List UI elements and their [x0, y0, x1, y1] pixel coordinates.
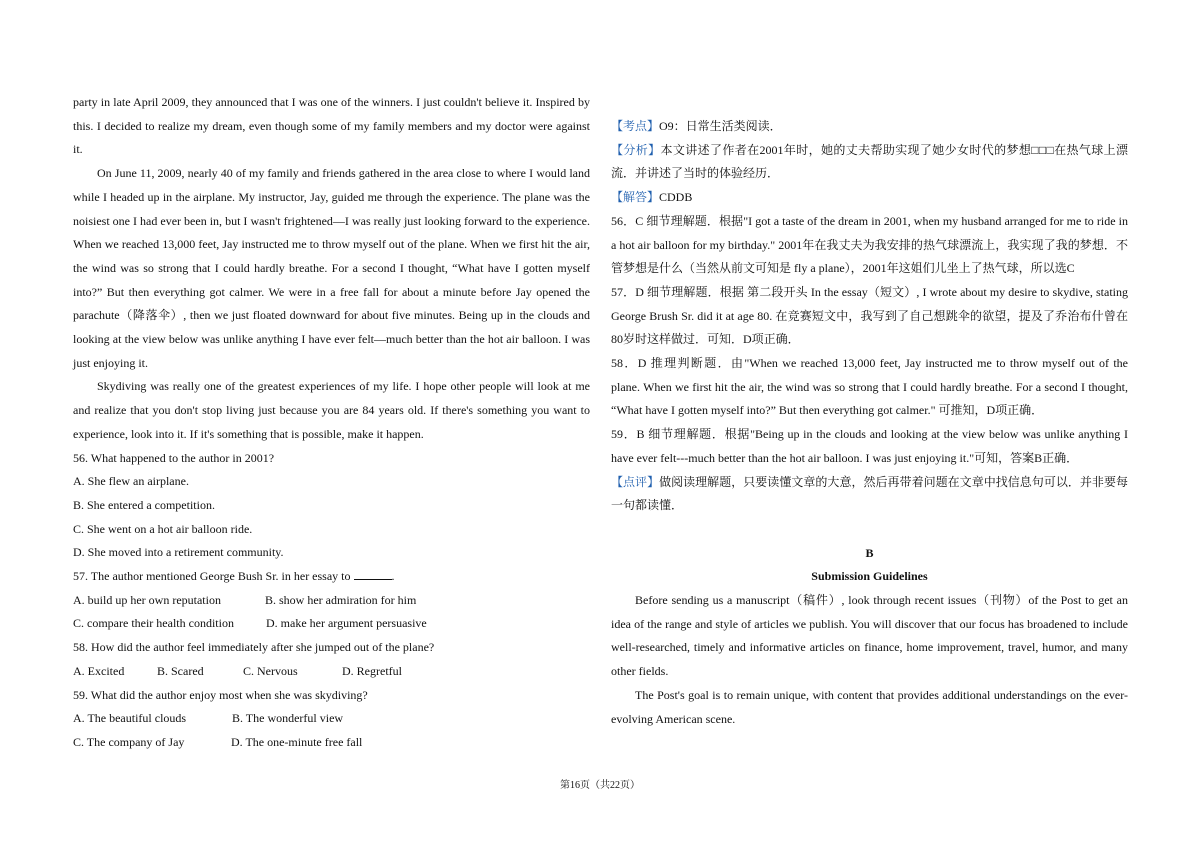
option-row	[73, 589, 590, 613]
jieda-line	[611, 186, 1128, 210]
option: C. The company of Jay	[73, 734, 185, 749]
fenxi-label: 【分析】	[611, 142, 661, 157]
option: A. Excited	[73, 663, 125, 678]
page-footer: 第16页（共22页）	[560, 780, 640, 791]
question-57-end: .	[391, 569, 395, 584]
option: D. She moved into a retirement community.	[73, 545, 284, 560]
dianping-text: 做阅读理解题，只要读懂文章的大意，然后再带着问题在文章中找信息句可以．并非要每一句都读懂．	[611, 474, 1128, 513]
passage-paragraph: Skydiving was really one of the greatest experiences of my life. I hope other people will look at me and realize that you don't stop living just because you are 84 years old. If there's something you want to experience, look into it. If it's something that is possible, make it happen.	[73, 379, 590, 441]
question-56: 56. What happened to the author in 2001?	[73, 450, 275, 465]
answer-57: 57．D 细节理解题．根据 第二段开头 In the essay（短文）, I wrote about my desire to skydive, stating George Brush Sr. did it at age 80. 在竞赛短文中，我写到了自己想跳伞的欲望，提及了乔治布什曾在80岁时这样做过．可知．D项正确．	[611, 284, 1128, 347]
fenxi-line	[611, 139, 1128, 186]
right-column	[611, 115, 1128, 731]
answer-blank	[354, 567, 392, 580]
kaodian-text: O9：日常生活类阅读．	[659, 119, 782, 133]
option-row	[73, 707, 590, 731]
kaodian-label: 【考点】	[611, 119, 660, 133]
kaodian-line	[611, 115, 1128, 139]
option-row	[73, 660, 590, 684]
option: A. The beautiful clouds	[73, 711, 187, 726]
jieda-text: CDDB	[659, 190, 693, 205]
option: B. Scared	[157, 663, 204, 678]
jieda-label: 【解答】	[611, 190, 660, 205]
option: D. The one-minute free fall	[231, 734, 363, 749]
option: A. She flew an airplane.	[73, 474, 189, 489]
passage-paragraph: On June 11, 2009, nearly 40 of my family and friends gathered in the area close to where I would land while I headed up in the airplane. My instructor, Jay, guided me through the experience. The plane was the noisiest one I had ever been in, but I wasn't frightened—I was really just looking forward to the experience. When we reached 13,000 feet, Jay instructed me to throw myself out of the plane. When we first hit the air, the wind was so strong that I could hardly breathe. For a second I thought, “What have I gotten myself into?” But then everything got calmer. We were in a free fall for about a minute before Jay opened the parachute（降落伞）, then we just floated downward for about five minutes. Being up in the clouds and looking at the view below was unlike anything I have ever felt—much better than the hot air balloon. I was just enjoying it.	[73, 166, 590, 370]
passage-paragraph: party in late April 2009, they announced that I was one of the winners. I just couldn't believe it. Inspired by this. I decided to realize my dream, even though some of my family members and my doctor were against it.	[73, 95, 590, 157]
question-57-text: 57. The author mentioned George Bush Sr. in her essay to	[73, 569, 351, 584]
question-59: 59. What did the author enjoy most when she was skydiving?	[73, 687, 368, 702]
option: D. Regretful	[342, 663, 402, 678]
left-column	[73, 91, 590, 755]
option: B. The wonderful view	[232, 711, 344, 726]
section-heading: Submission Guidelines	[811, 569, 928, 584]
option-row	[73, 731, 590, 755]
spacer	[611, 518, 1128, 542]
question-58: 58. How did the author feel immediately after she jumped out of the plane?	[73, 640, 435, 655]
dianping-label: 【点评】	[611, 474, 660, 489]
section-letter: B	[865, 545, 874, 560]
passage-paragraph: The Post's goal is to remain unique, with content that provides additional understandings on the ever-evolving American scene.	[611, 687, 1128, 726]
answer-58: 58．D 推理判断题．由"When we reached 13,000 feet, Jay instructed me to throw myself out of the plane. When we first hit the air, the wind was so strong that I could hardly breathe. For a second I thought, “What have I gotten myself into?” But then everything got calmer." 可推知，D项正确．	[611, 356, 1128, 418]
passage-paragraph: Before sending us a manuscript（稿件）, look through recent issues（刊物）of the Post to get an idea of the range and style of articles we publish. You will discover that our focus has broadened to include well-researched, timely and informative articles on finance, home improvement, travel, humor, and many other fields.	[611, 593, 1128, 679]
option: B. She entered a competition.	[73, 497, 215, 512]
answer-56: 56．C 细节理解题．根据"I got a taste of the dream in 2001, when my husband arranged for me to ride in a hot air balloon for my birthday." 2001年在我丈夫为我安排的热气球漂流上，我实现了我的梦想．不管梦想是什么（当然从前文可知是 fly a plane），2001年这姐们儿坐上了热气球，所以选C	[611, 213, 1128, 276]
option: D. make her argument persuasive	[266, 616, 427, 631]
option: C. Nervous	[243, 663, 298, 678]
question-57	[73, 565, 590, 589]
option-row	[73, 612, 590, 636]
option: A. build up her own reputation	[73, 592, 221, 607]
option: C. compare their health condition	[73, 616, 234, 631]
option: B. show her admiration for him	[265, 592, 417, 607]
answer-59: 59．B 细节理解题．根据"Being up in the clouds and looking at the view below was unlike anything I have ever felt---much better than the hot air balloon. I was just enjoying it."可知，答案B正确．	[611, 427, 1128, 465]
fenxi-text: 本文讲述了作者在2001年时，她的丈夫帮助实现了她少女时代的梦想□□□在热气球上漂流．并讲述了当时的体验经历．	[611, 142, 1128, 181]
dianping-line	[611, 471, 1128, 518]
option: C. She went on a hot air balloon ride.	[73, 521, 253, 536]
